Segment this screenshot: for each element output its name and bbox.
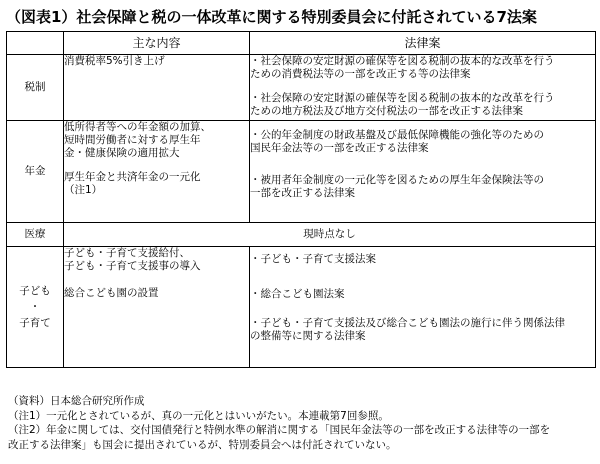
content-text: 短時間労働者に対する厚生年: [64, 134, 201, 146]
law-item: [250, 129, 595, 155]
content-text: （注1）: [64, 184, 103, 196]
header-law: 法律案: [250, 32, 596, 55]
category-label: 医療: [24, 228, 46, 240]
bill-table: [6, 31, 596, 368]
source-note: （資料）日本総合研究所作成: [8, 395, 145, 407]
category-cell: [7, 223, 64, 247]
content-text: 子ども・子育て支援事の導入: [64, 260, 201, 272]
table-header-row: [7, 32, 596, 55]
law-cell: [250, 55, 596, 121]
law-text: ・子ども・子育て支援法及び総合こども園法の施行に伴う関係法律: [250, 317, 565, 329]
law-text: ための消費税法等の一部を改正する等の法律案: [250, 68, 471, 80]
law-text: の整備等に関する法律案: [250, 330, 366, 342]
content-cell: [64, 121, 250, 223]
content-text: 子ども・子育て支援給付、: [64, 247, 190, 259]
category-cell: [7, 55, 64, 121]
table-row: [7, 55, 596, 121]
law-text: 国民年金法等の一部を改正する法律案: [250, 142, 429, 154]
footnote: 改正する法律案」も国会に提出されているが、特別委員会へは付託されていない。: [8, 438, 397, 451]
content-text: 消費税率5%引き上げ: [64, 55, 165, 67]
merged-text: 現時点なし: [303, 228, 356, 240]
law-text: ・総合こども園法案: [250, 288, 345, 300]
content-item: [64, 171, 249, 197]
category-label: 税制: [24, 81, 46, 93]
law-item: [250, 317, 595, 343]
merged-cell: [64, 223, 596, 247]
law-cell: [250, 247, 596, 368]
law-text: ・被用者年金制度の一元化等を図るための厚生年金保険法等の: [250, 174, 544, 186]
law-text: ・子ども・子育て支援法案: [250, 253, 376, 265]
content-item: [64, 247, 249, 273]
footnotes: [8, 394, 550, 452]
content-text: 厚生年金と共済年金の一元化: [64, 171, 201, 183]
law-item: [250, 174, 595, 200]
category-cell: [7, 247, 64, 368]
law-text: 一部を改正する法律案: [250, 187, 355, 199]
content-item: [64, 121, 249, 160]
category-label: ・: [29, 300, 41, 313]
law-item: [250, 55, 595, 81]
content-cell: [64, 247, 250, 368]
header-category: [7, 32, 64, 55]
content-text: 金・健康保険の適用拡大: [64, 147, 180, 159]
footnote: （注1）一元化とされているが、真の一元化とはいいがたい。本連載第7回参照。: [8, 409, 389, 422]
content-cell: [64, 55, 250, 121]
content-item: [64, 287, 249, 300]
law-text: ・社会保障の安定財源の確保等を図る税制の抜本的な改革を行う: [250, 92, 555, 104]
law-text: ・社会保障の安定財源の確保等を図る税制の抜本的な改革を行う: [250, 55, 555, 67]
category-label: 年金: [24, 165, 46, 177]
content-text: 低所得者等への年金額の加算、: [64, 121, 211, 133]
page-title: （図表1）社会保障と税の一体改革に関する特別委員会に付託されている7法案: [6, 8, 537, 26]
law-item: [250, 92, 595, 118]
law-item: [250, 253, 595, 266]
law-text: ための地方税法及び地方交付税法の一部を改正する法律案: [250, 105, 523, 117]
law-item: [250, 288, 595, 301]
content-item: [64, 55, 249, 68]
law-text: ・公的年金制度の財政基盤及び最低保障機能の強化等のための: [250, 129, 544, 141]
category-cell: [7, 121, 64, 223]
table-row: [7, 247, 596, 368]
table-row: [7, 121, 596, 223]
category-label: 子育て: [19, 316, 51, 329]
header-content: 主な内容: [64, 32, 250, 55]
content-text: 総合こども園の設置: [64, 287, 159, 299]
footnote: （注2）年金に関しては、交付国債発行と特例水準の解消に関する「国民年金法等の一部を改正する法律等の一部を: [8, 424, 551, 436]
category-label: 子ども: [19, 284, 51, 297]
law-cell: [250, 121, 596, 223]
table-row: [7, 223, 596, 247]
